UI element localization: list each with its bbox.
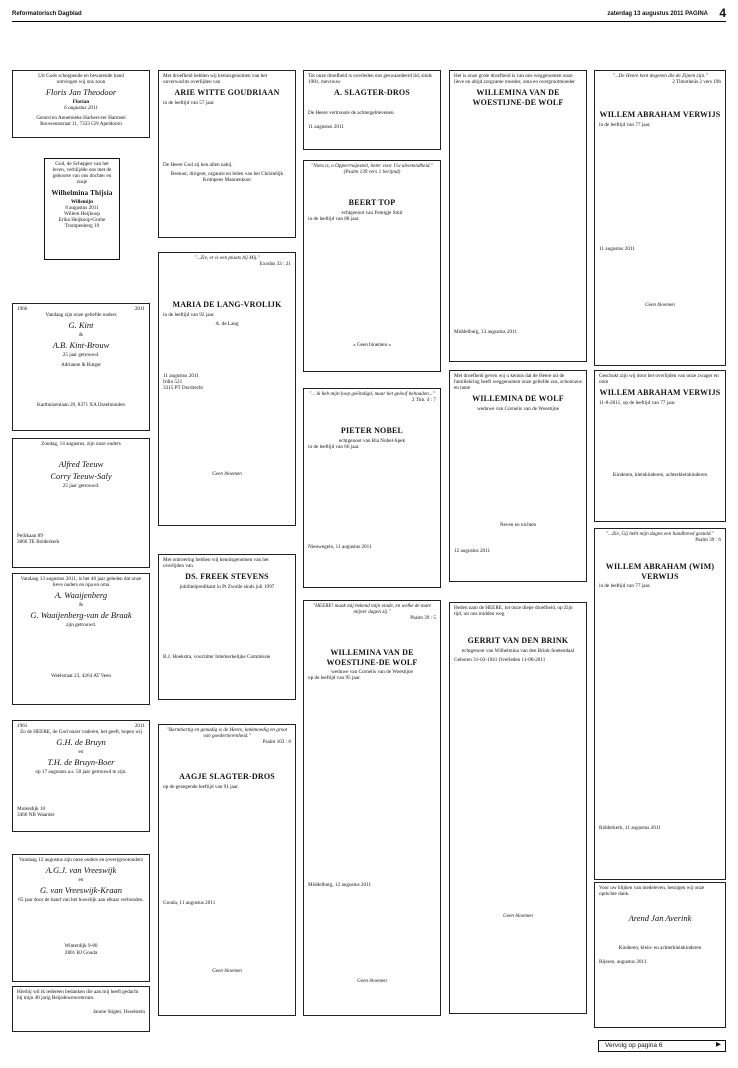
notice-anniversary-bruyn: [12, 720, 150, 832]
notice-date: Middelburg, 12 augustus 2011: [308, 881, 372, 888]
obituary-van-den-brink: [449, 602, 587, 1014]
obituary-stevens: [158, 554, 296, 700]
notice-name: WILLEMINA VAN DE WOESTIJNE-DE WOLF: [326, 648, 418, 667]
notice-name: A.G.J. van Vreeswijk: [45, 865, 117, 876]
obituary-van-de-woestijne: [303, 600, 441, 1016]
notice-signature: Kinderen, klein- en achterkleinkinderen: [618, 945, 702, 952]
notice-dates: Geboren 31-03-1941 Overleden 11-08-2011: [454, 656, 546, 663]
notice-text: Zo de HEERE, de God onzer vaderen, het geeft, hopen wij: [19, 729, 142, 736]
year-end: 2011: [134, 723, 145, 729]
notice-address: Weelstraat 23, 4264 AT Veen: [50, 672, 112, 679]
notice-date: Gouda, 11 augustus 2011: [163, 899, 216, 906]
notice-children: Adrianne & Rutger: [60, 361, 102, 368]
year-start: 1961: [17, 723, 28, 729]
notice-text: Vandaag 13 augustus 2011, is het 40 jaar geleden dat onze lieve ouders en opa en oma: [20, 576, 142, 589]
notice-address: Rouwensstraat 11, 7333 GN Apeldoorn: [40, 120, 122, 127]
notice-text: Hierbij wil ik iedereen bedanken die aan mij heeft gedacht bij mijn 40 jarig Beijsdewencentrum.: [17, 989, 139, 1002]
notice-text: God, de Schepper van het leven, verblijdde ons met de geboorte van ons dochter en zusje: [52, 161, 112, 186]
notice-text: zijn getrouwd.: [66, 622, 96, 629]
obituary-goudriaan: [158, 70, 296, 238]
obituary-family-woestijne: [449, 70, 587, 362]
notice-name: Corry Teeuw-Saly: [50, 471, 112, 482]
notice-parent: Erika Heijkoop-Grobe: [58, 217, 106, 224]
notice-text: 25 jaar getrouwd.: [62, 352, 100, 359]
notice-nickname: Willemijn: [70, 198, 94, 205]
notice-address: 2801 BJ Gouda: [64, 949, 98, 956]
notice-text: De Heere vertrooste de achtergeblevenen.: [308, 109, 395, 116]
notice-nickname: Florian: [72, 99, 90, 106]
notice-name: Alfred Teeuw: [58, 459, 104, 470]
notice-text: Tot onze droefheid is overleden ons geswaardeerd lid, sinds 1981, mevrouw: [308, 73, 432, 86]
notice-text: op de leeftijd van 95 jaar.: [308, 675, 361, 682]
notice-address: 3466 NB Waarder: [17, 811, 55, 818]
notice-address: Molendijk 10: [17, 805, 46, 812]
notice-text: in de leeftijd van 77 jaar.: [599, 121, 651, 128]
notice-name: DS. FREEK STEVENS: [185, 572, 269, 582]
obituary-de-wolf: [449, 370, 587, 582]
notice-name: A. SLAGTER-DROS: [334, 88, 410, 98]
issue-date: zaterdag 13 augustus 2011 PAGINA: [607, 11, 708, 17]
notice-no-flowers: Geen bloemen: [357, 977, 387, 984]
notice-parent: Willem Heijkoop: [64, 211, 100, 217]
notice-name: BEERT TOP: [348, 198, 396, 208]
notice-name: ARIE WITTE GOUDRIAAN: [174, 88, 280, 98]
notice-signature: Bestuur, dirigent, organist en leden van het Christelijk Krimpens Mannenkoor: [170, 170, 284, 184]
notice-signature: Kinderen, kleinkinderen, achterkleinkinderen: [612, 471, 708, 478]
notice-signature: B.J. Hoekstra, voorzitter Interkerkelijke Commissie: [163, 653, 271, 660]
notice-verse-ref: 2 Timotheüs 2 vers 19b: [672, 79, 721, 86]
notice-text: Voor uw blijken van medeleven, betuigen wij onze oprechte dank.: [599, 885, 705, 898]
notice-text: in de leeftijd van 66 jaar.: [308, 443, 360, 450]
notice-signature: Jannie Stigter, IJsselstein: [92, 1009, 145, 1016]
notice-text: weduwe van Cornelis van de Woestijne: [477, 405, 559, 412]
page-header: [12, 6, 726, 22]
arrow-right-icon: ▶: [716, 1041, 721, 1048]
notice-name: G. Kint: [68, 320, 94, 331]
notice-verse: "HEERE! maak mij bekend mijn einde, en welke de mate mijner dagen zij.": [313, 603, 431, 616]
notice-text: Geschokt zijn wij door het overlijden van onze zwager en oom: [599, 373, 719, 386]
notice-name: Wilhelmina Thijsia: [51, 188, 113, 197]
obituary-verwijs-3: [594, 528, 726, 880]
notice-signature: Neven en nichten: [499, 521, 537, 528]
notice-name: MARIA DE LANG-VROLIJK: [172, 300, 282, 310]
notice-text: 25 jaar getrouwd.: [62, 483, 100, 490]
notice-name: A.B. Kint-Brouw: [52, 340, 110, 351]
notice-birth-wilhelmina: [44, 158, 120, 260]
continued-on-page-link[interactable]: [598, 1040, 726, 1052]
year-end: 2011: [134, 306, 145, 312]
notice-text: in de leeftijd van 57 jaar.: [163, 99, 215, 106]
notice-text: Met ontroering hebben wij kennisgenomen van het overlijden van: [163, 557, 269, 570]
notice-name: T.H. de Bruyn-Boer: [47, 757, 115, 768]
notice-name: WILLEM ABRAHAM VERWIJS: [599, 110, 721, 120]
publication-name: Reformatorisch Dagblad: [12, 11, 82, 17]
notice-verse: "Barmhartig en genadig is de Heere, lankmoedig en groot van goedertierenheid.": [166, 727, 288, 740]
notice-text: weduwe van Cornelis van de Woestijne: [331, 669, 413, 676]
notice-verse-ref: Psalm 39 : 6: [695, 537, 721, 544]
obituary-top: [303, 160, 441, 372]
notice-text: Heden nam de HEERE, tot onze diepe droefheid, op Zijn tijd, uit ons midden weg: [454, 605, 573, 618]
notice-text: De Heere God zij hen allen nabij.: [163, 161, 233, 168]
notice-name: A. Waaijenberg: [54, 590, 108, 601]
notice-text: Met droefheid hebben wij kennisgenomen van het onverwachts overlijden van: [163, 73, 268, 86]
year-start: 1966: [17, 306, 28, 312]
notice-no-flowers: Geen bloemen: [645, 301, 675, 308]
notice-text: 65 jaar door de hand van het huwelijk aan elkaar verbonden.: [18, 897, 144, 904]
notice-date: Middelburg, 13 augustus 2011: [454, 329, 518, 336]
notice-text: &: [78, 602, 84, 609]
notice-no-flowers: Geen bloemen: [503, 912, 533, 919]
notice-verse: "...De Heere kent degenen die de Zijnen zijn.": [612, 73, 708, 79]
notice-anniversary-teeuw: [12, 438, 150, 568]
notice-text: ontvingen wij ons zoon: [56, 79, 106, 86]
notice-anniversary-kint: [12, 303, 150, 431]
notice-anniversary-vreeswijk: [12, 854, 150, 982]
notice-thanks-averink: [594, 882, 726, 1028]
notice-text: echtgenoot van Ria Nobel-Spek: [338, 437, 406, 444]
notice-date: Nieuwegein, 11 augustus 2011: [308, 543, 372, 550]
notice-text: Met droefheid geven wij u kennis dat de Heere uit de familiekring heeft weggenomen onze geliefde zus, schoonzus en tante: [454, 373, 582, 392]
notice-date: Rijssen, augustus 2011: [599, 959, 647, 966]
notice-no-flowers: « Geen bloemen »: [353, 341, 391, 348]
notice-text: echtgenoot van Wilhelmina van den Brink-Soetendaal: [461, 647, 575, 654]
obituary-de-lang: [158, 252, 296, 526]
notice-date: 11 augustus 2011: [308, 123, 344, 130]
notice-text: Zondag, 14 augustus, zijn onze ouders: [41, 441, 121, 447]
notice-no-flowers: Geen bloemen: [212, 471, 242, 478]
notice-verse: "...Zie, er is een plaats bij Mij.": [194, 255, 260, 261]
notice-family: A. de Lang: [215, 320, 239, 327]
notice-name: G.H. de Bruyn: [56, 737, 106, 748]
notice-name: G. van Vreeswijk-Kraan: [40, 885, 122, 896]
notice-anniversary-waaijenberg: [12, 573, 150, 705]
notice-verse: "Niets is, o Opperrnajesteit, beter voor Uw alwetendheid.": [311, 163, 433, 169]
notice-text: 11-8-2011, op de leeftijd van 77 jaar.: [599, 399, 676, 406]
notice-text: op 17 augustus a.s. 50 jaar getrouwd te zijn.: [35, 769, 127, 776]
notice-address: Winterdijk 9-80: [64, 943, 98, 950]
obituary-a-slagter-dros: [303, 70, 441, 150]
notice-verse: "... ik heb mijn loop geëindigd, maar het geloof behouden...": [309, 391, 435, 397]
obituary-verwijs-1: [594, 70, 726, 366]
notice-verse: "...Zie, Gij hebt mijn dagen een handbreed gesteld.": [606, 531, 714, 537]
notice-text: Vandaag zijn onze geliefde ouders: [45, 312, 117, 319]
notice-text: Uit Gods scheppende en bewarende hand: [38, 73, 124, 79]
notice-address: Irdin 521: [163, 379, 183, 386]
notice-name: Arend Jan Averink: [628, 913, 692, 924]
notice-date: 8 augustus 2011: [65, 204, 99, 211]
notice-name: Floris Jan Theodoor: [45, 87, 117, 98]
notice-text: in de leeftijd van 92 jaar.: [163, 311, 215, 318]
notice-name: PIETER NOBEL: [340, 426, 404, 436]
obituary-verwijs-2: [594, 370, 726, 522]
notice-date: 12 augustus 2011: [454, 548, 491, 555]
notice-date: 11 augustus 2011: [599, 245, 635, 252]
page-number: 4: [719, 6, 726, 20]
notice-text: en: [78, 749, 84, 756]
notice-text: in de leeftijd van 88 jaar.: [308, 215, 360, 222]
notice-name: AAGJE SLAGTER-DROS: [179, 772, 275, 782]
notice-no-flowers: Geen bloemen: [212, 968, 242, 975]
notice-date: 6 augustus 2011: [64, 105, 98, 112]
notice-thanks-stigter: [12, 986, 150, 1032]
notice-address: Trompenberg 19: [64, 223, 100, 230]
notice-address: Kartbuizenlaan 29, 8371 XA IJsselmuiden: [36, 401, 126, 408]
notice-verse-ref: Psalm 103 : 8: [262, 739, 291, 746]
notice-text: &: [78, 332, 84, 339]
obituary-nobel: [303, 388, 441, 588]
notice-name: WILLEM ABRAHAM VERWIJS: [599, 388, 721, 398]
notice-name: G. Waaijenberg-van de Braak: [30, 610, 132, 621]
notice-text: echtgenoot van Femigje Smit: [341, 209, 403, 216]
notice-parents: Gerard en Annemieke Harbers-ter Harmsel: [36, 114, 126, 121]
notice-text: Het is onze grote droefheid is van ons weggenomen onze lieve en altijd zorgzame moeder, oma en overgrootmoeder: [454, 73, 575, 86]
notice-name: WILLEM ABRAHAM (WIM) VERWIJS: [605, 562, 715, 581]
notice-verse-ref: (Psalm 139 vers 1 berijmd): [343, 169, 401, 176]
notice-date: 11 augustus 2011: [163, 372, 199, 379]
notice-text: op de gezegende leeftijd van 91 jaar.: [163, 783, 239, 790]
notice-name: WILLEMINA VAN DE WOESTIJNE-DE WOLF: [472, 88, 564, 107]
notice-verse-ref: 2 Tim. 4 : 7: [411, 397, 436, 404]
notice-birth-floris: [12, 70, 150, 138]
notice-name: WILLEMINA DE WOLF: [472, 394, 564, 404]
notice-name: GERRIT VAN DEN BRINK: [467, 636, 569, 646]
notice-verse-ref: Psalm 39 : 5: [410, 615, 436, 622]
notice-address: 3315 PT Dordrecht: [163, 385, 203, 392]
notice-address: Pellikaan 89: [17, 533, 43, 540]
notice-text: in de leeftijd van 77 jaar.: [599, 583, 651, 590]
continued-label: Vervolg op pagina 6: [605, 1042, 663, 1049]
notice-text: en: [78, 877, 84, 884]
notice-date: Ridderkerk, 11 augustus 2011: [599, 825, 661, 832]
notice-text: Vandaag 12 augustus zijn onze ouders en (over)grootouders: [18, 857, 144, 863]
notice-verse-ref: Exodus 33 : 21: [259, 261, 291, 268]
notice-text: jubilitelpredikant in Pt Zwolle sinds juli 1997: [179, 583, 275, 590]
notice-address: 3866 TE Bolderkerk: [17, 539, 60, 546]
obituary-slagter-dros-family: [158, 724, 296, 1016]
